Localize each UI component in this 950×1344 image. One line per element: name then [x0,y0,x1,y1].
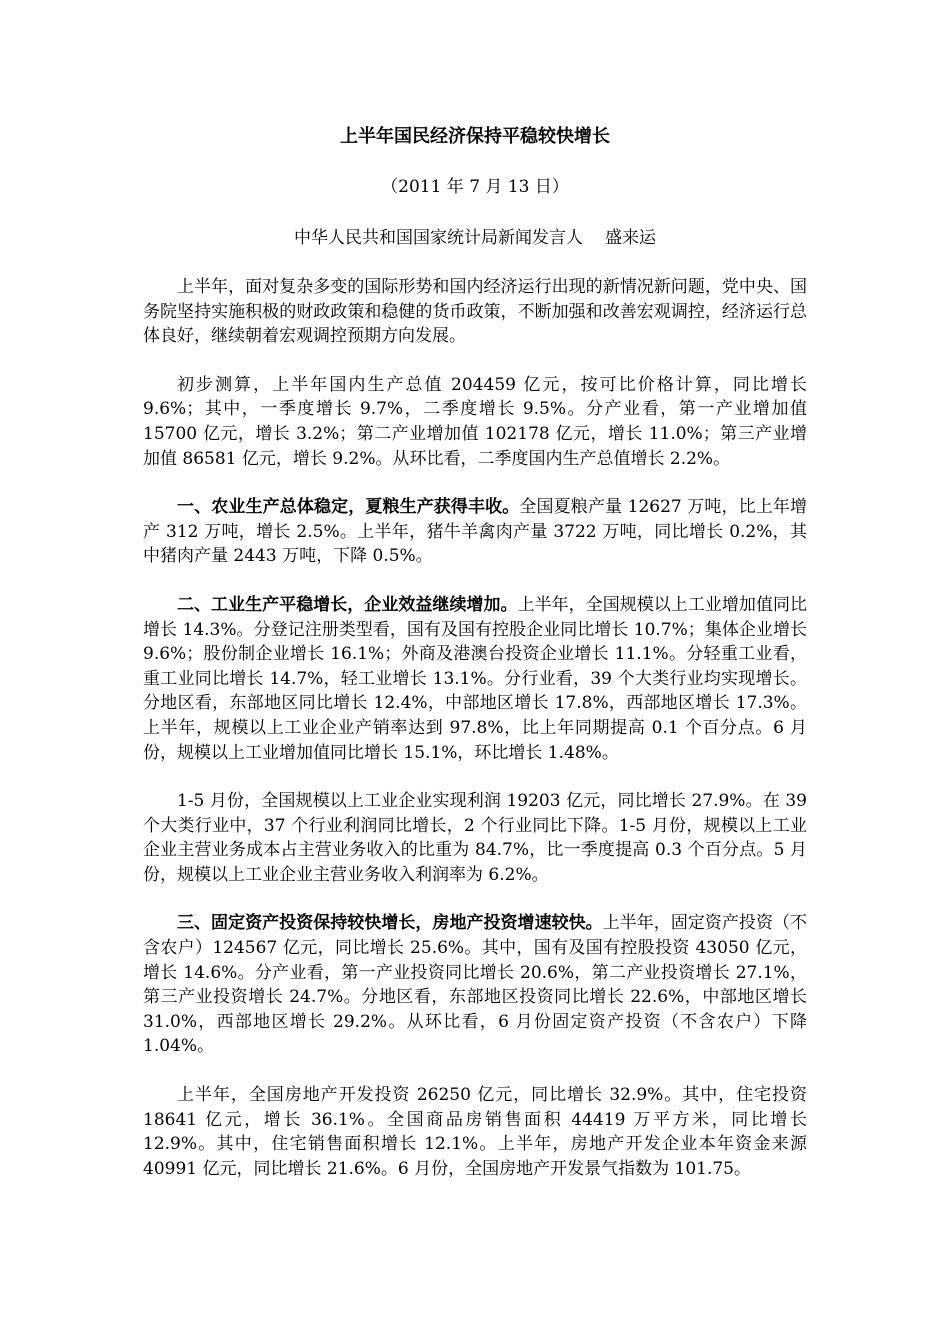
paragraph-body: 全国夏粮产量 12627 万吨，比上年增产 312 万吨，增长 2.5%。上半年，猪牛羊禽肉产量 3722 万吨，同比增长 0.2%，其中猪肉产量 2443 万吨，下降 0.5%。 [143,497,808,567]
paragraph-intro [143,275,807,349]
paragraph-body: 上半年，全国房地产开发投资 26250 亿元，同比增长 32.9%。其中，住宅投资 18641 亿元，增长 36.1%。全国商品房销售面积 44419 万平方米，同比增长 12.9%。其中，住宅销售面积增长 12.1%。上半年，房地产开发企业本年资金来源 40991 亿元，同比增长 21.6%。6 月份，全国房地产开发景气指数为 101.75。 [143,1085,807,1179]
paragraph-real-estate [143,1083,807,1181]
paragraph-body: 上半年，面对复杂多变的国际形势和国内经济运行出现的新情况新问题，党中央、国务院坚持实施积极的财政政策和稳健的货币政策，不断加强和改善宏观调控，经济运行总体良好，继续朝着宏观调控预期方向发展。 [143,277,807,347]
paragraph-investment [143,911,807,1059]
paragraph-body: 上半年，固定资产投资（不含农户）124567 亿元，同比增长 25.6%。其中，国有及国有控股投资 43050 亿元，增长 14.6%。分产业看，第一产业投资同比增长 20.6%，第二产业投资增长 27.1%，第三产业投资增长 24.7%。分地区看，东部地区投资同比增长 22.6%，中部地区增长 31.0%，西部地区增长 29.2%。从环比看，6 月份固定资产投资（不含农户）下降 1.04%。 [143,913,808,1057]
paragraph-profits [143,789,807,887]
paragraph-agriculture [143,495,807,569]
author-org: 中华人民共和国国家统计局新闻发言人 [294,228,583,248]
section-heading-industry: 二、工业生产平稳增长，企业效益继续增加。 [177,594,518,615]
document-author [143,226,807,250]
paragraph-gdp [143,373,807,471]
paragraph-body: 1-5 月份，全国规模以上工业企业实现利润 19203 亿元，同比增长 27.9%。在 39 个大类行业中，37 个行业利润同比增长，2 个行业同比下降。1-5 月份，规模以上工业企业主营业务成本占主营业务收入的比重为 84.7%，比一季度提高 0.3 个百分点。5 月份，规模以上工业企业主营业务收入利润率为 6.2%。 [143,791,807,885]
section-heading-agriculture: 一、农业生产总体稳定，夏粮生产获得丰收。 [177,497,520,518]
paragraph-body: 初步测算，上半年国内生产总值 204459 亿元，按可比价格计算，同比增长 9.6%；其中，一季度增长 9.7%，二季度增长 9.5%。分产业看，第一产业增加值 15700 亿元，增长 3.2%；第二产业增加值 102178 亿元，增长 11.0%；第三产业增加值 86581 亿元，增长 9.2%。从环比看，二季度国内生产总值增长 2.2%。 [143,374,807,469]
document-title: 上半年国民经济保持平稳较快增长 [340,126,610,147]
section-heading-investment: 三、固定资产投资保持较快增长，房地产投资增速较快。 [177,913,603,934]
paragraph-body: 上半年，全国规模以上工业增加值同比增长 14.3%。分登记注册类型看，国有及国有控股企业同比增长 10.7%；集体企业增长 9.6%；股份制企业增长 16.1%；外商及港澳台投资企业增长 11.1%。分轻重工业看，重工业同比增长 14.7%，轻工业增长 13.1%。分行业看，39 个大类行业均实现增长。分地区看，东部地区同比增长 12.4%，中部地区增长 17.8%，西部地区增长 17.3%。上半年，规模以上工业企业产销率达到 97.8%，比上年同期提高 0.1 个百分点。6 月份，规模以上工业增加值同比增长 15.1%，环比增长 1.48%。 [143,594,808,763]
document-date: （2011 年 7 月 13 日） [381,177,569,197]
document-page [143,125,807,1205]
author-name: 盛来运 [605,228,656,248]
paragraph-industry [143,593,807,765]
